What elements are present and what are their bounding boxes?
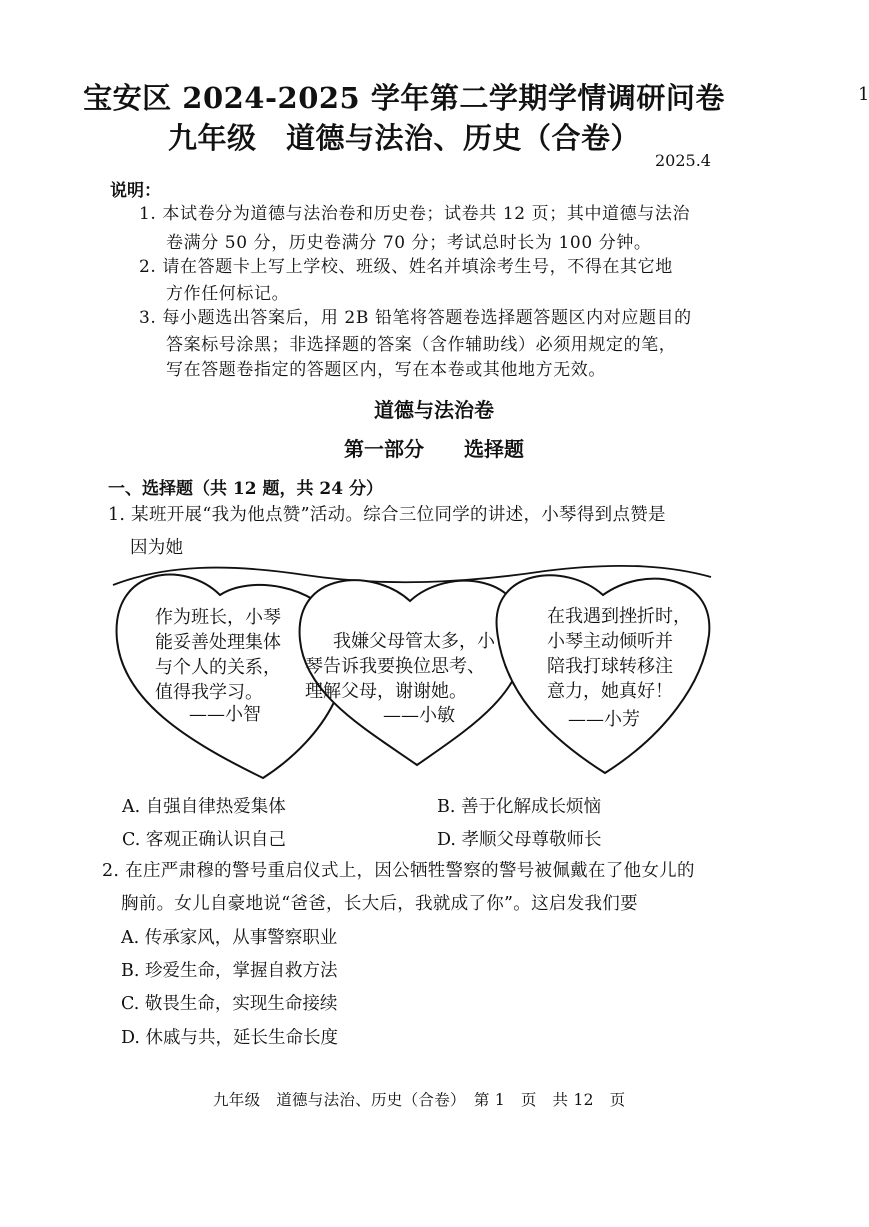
q2-option-a: A. 传承家风，从事警察职业 (121, 928, 338, 948)
q1-option-b: B. 善于化解成长烦恼 (437, 797, 601, 817)
q1-stem-cont: 因为她 (130, 538, 184, 558)
instruction-line: 写在答题卷指定的答题区内，写在本卷或其他地方无效。 (166, 360, 606, 380)
exam-date: 2025.4 (655, 151, 711, 170)
part-title: 第一部分 选择题 (344, 437, 524, 461)
instruction-line: 卷满分 50 分，历史卷满分 70 分；考试总时长为 100 分钟。 (166, 233, 652, 253)
heart3-line: 在我遇到挫折时， (547, 606, 691, 627)
instruction-line: 1. 本试卷分为道德与法治卷和历史卷；试卷共 12 页；其中道德与法治 (139, 204, 691, 224)
instruction-line: 方作任何标记。 (166, 284, 290, 304)
heart1-line: 作为班长，小琴 (155, 607, 281, 628)
q2-option-c: C. 敬畏生命，实现生命接续 (121, 994, 338, 1014)
heart1-signature: ——小智 (189, 704, 261, 725)
q2-option-d: D. 休戚与共，延长生命长度 (121, 1028, 339, 1048)
instruction-line: 3. 每小题选出答案后，用 2B 铅笔将答题卷选择题答题区内对应题目的 (139, 308, 692, 328)
page-footer: 九年级 道德与法治、历史（合卷） 第 1 页 共 12 页 (213, 1091, 626, 1109)
exam-title: 宝安区 2024-2025 学年第二学期学情调研问卷 (83, 81, 725, 115)
instruction-line: 答案标号涂黑；非选择题的答案（含作辅助线）必须用规定的笔， (166, 335, 677, 355)
q1-stem: 1. 某班开展“我为他点赞”活动。综合三位同学的讲述，小琴得到点赞是 (108, 505, 666, 525)
q1-option-d: D. 孝顺父母尊敬师长 (437, 830, 602, 850)
q2-option-b: B. 珍爱生命，掌握自救方法 (121, 961, 338, 981)
heart3-signature: ——小芳 (568, 709, 640, 730)
heart2-line: 理解父母，谢谢她。 (305, 681, 467, 702)
heart2-line: 琴告诉我要换位思考、 (305, 656, 485, 677)
q1-option-a: A. 自强自律热爱集体 (122, 797, 286, 817)
q1-option-c: C. 客观正确认识自己 (122, 830, 286, 850)
hearts-illustration (105, 565, 715, 790)
q2-stem-cont: 胸前。女儿自豪地说“爸爸，长大后，我就成了你”。这启发我们要 (121, 894, 638, 914)
heart3-line: 陪我打球转移注 (547, 656, 673, 677)
edge-mark: 1 (858, 84, 869, 105)
heart2-line: 我嫌父母管太多，小 (333, 631, 495, 652)
q2-stem: 2. 在庄严肃穆的警号重启仪式上，因公牺牲警察的警号被佩戴在了他女儿的 (102, 861, 695, 881)
group-heading: 一、选择题（共 12 题，共 24 分） (108, 479, 383, 499)
instruction-line: 2. 请在答题卡上写上学校、班级、姓名并填涂考生号，不得在其它地 (139, 257, 673, 277)
heart1-line: 值得我学习。 (155, 682, 263, 703)
heart3-line: 小琴主动倾听并 (547, 631, 673, 652)
heart2-signature: ——小敏 (383, 705, 455, 726)
paper-title: 道德与法治卷 (374, 398, 494, 422)
heart1-line: 能妥善处理集体 (155, 632, 281, 653)
heart3-line: 意力，她真好！ (547, 681, 673, 702)
heart1-line: 与个人的关系， (155, 657, 281, 678)
instructions-label: 说明： (110, 181, 161, 201)
exam-subtitle: 九年级 道德与法治、历史（合卷） (167, 121, 640, 155)
